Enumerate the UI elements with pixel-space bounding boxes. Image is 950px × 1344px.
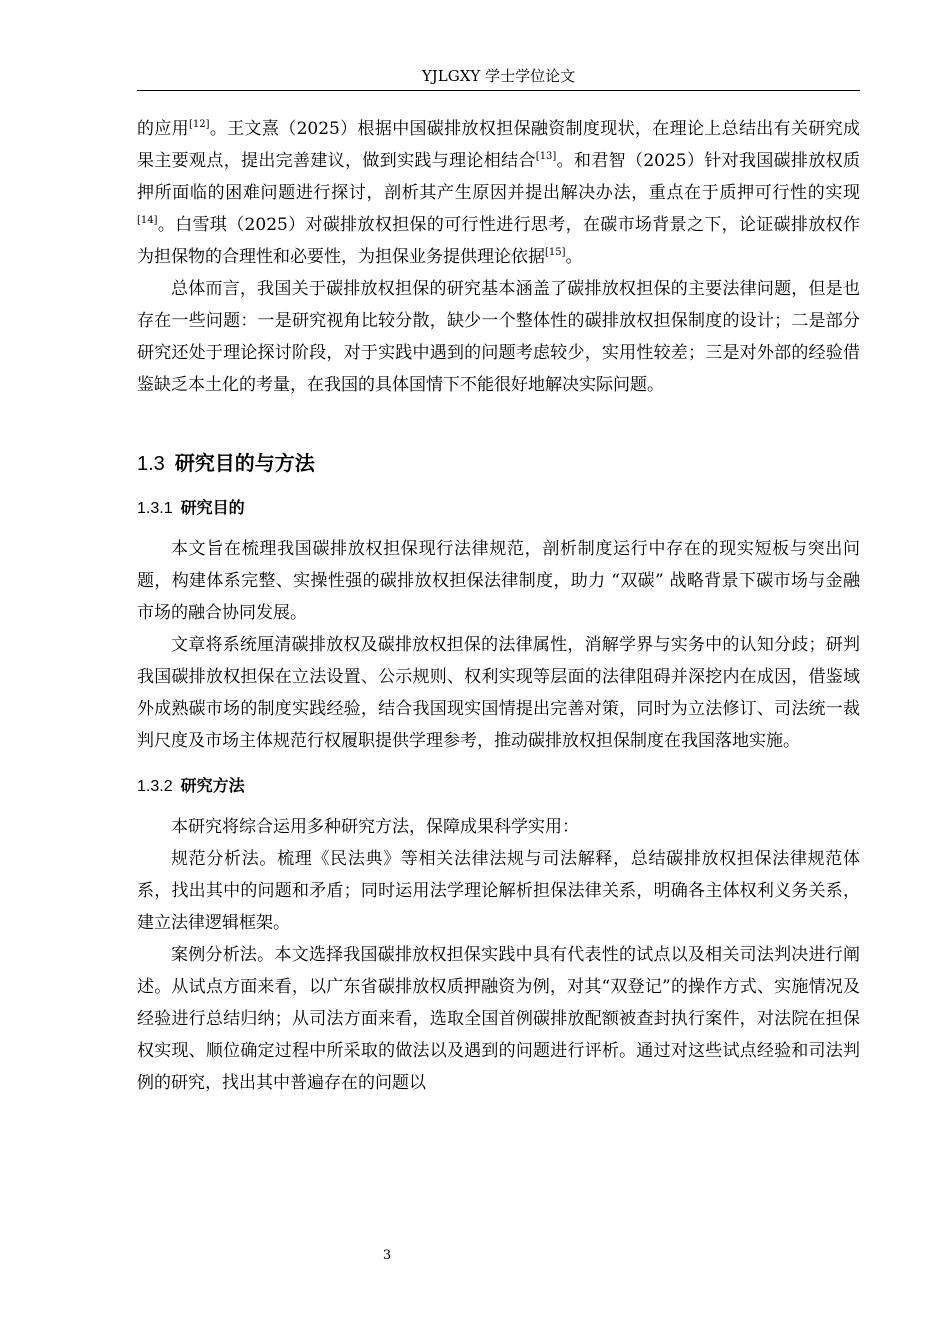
citation-12: [12]	[189, 119, 210, 130]
section-title: 研究目的与方法	[174, 451, 315, 475]
paragraph-purpose-2: 文章将系统厘清碳排放权及碳排放权担保的法律属性，消解学界与实务中的认知分歧；研判我国碳排放权担保在立法设置、公示规则、权利实现等层面的法律阻碍并深挖内在成因，借鉴域外成熟碳市场的制度实践经验，结合我国现实国情提出完善对策，同时为立法修订、司法统一裁判尺度及市场主体规范行权履职提供学理参考，推动碳排放权担保制度在我国落地实施。	[137, 635, 860, 751]
citation-13: [13]	[535, 151, 557, 162]
paragraph-literature-review	[137, 113, 860, 273]
subsection-heading-1-3-1	[137, 493, 860, 523]
subsection-title: 研究目的	[180, 498, 245, 517]
text-run: 的应用	[137, 119, 190, 139]
body-content	[137, 113, 860, 1099]
text-run: 。白雪琪（2025）对碳排放权担保的可行性进行思考，在碳市场背景之下，论证碳排放权作为担保物的合理性和必要性，为担保业务提供理论依据	[137, 215, 860, 267]
paragraph-purpose-1: 本文旨在梳理我国碳排放权担保现行法律规范，剖析制度运行中存在的现实短板与突出问题，构建体系完整、实操性强的碳排放权担保法律制度，助力 “双碳” 战略背景下碳市场与金融市场的融合协同发展。	[137, 539, 860, 623]
running-header: YJLGXY 学士学位论文	[421, 67, 576, 85]
paragraph-case-analysis: 案例分析法。本文选择我国碳排放权担保实践中具有代表性的试点以及相关司法判决进行阐述。从试点方面来看，以广东省碳排放权质押融资为例，对其“双登记”的操作方式、实施情况及经验进行总结归纳；从司法方面来看，选取全国首例碳排放配额被查封执行案件，对法院在担保权实现、顺位确定过程中所采取的做法以及遇到的问题进行评析。通过对这些试点经验和司法判例的研究，找出其中普遍存在的问题以	[137, 945, 860, 1093]
citation-14: [14]	[137, 215, 158, 226]
subsection-heading-1-3-2	[137, 771, 860, 801]
header-rule	[137, 90, 860, 91]
citation-15: [15]	[545, 247, 566, 258]
paragraph-summary: 总体而言，我国关于碳排放权担保的研究基本涵盖了碳排放权担保的主要法律问题，但是也存在一些问题：一是研究视角比较分散，缺少一个整体性的碳排放权担保制度的设计；二是部分研究还处于理论探讨阶段，对于实践中遇到的问题考虑较少，实用性较差；三是对外部的经验借鉴缺乏本土化的考量，在我国的具体国情下不能很好地解决实际问题。	[137, 279, 860, 395]
subsection-number: 1.3.2	[137, 778, 173, 795]
text-run: 。王文熹（2025）根据中国碳排放权担保融资制度现状，在理论上总结出有关研究成果主要观点，提出完善建议，做到实践与理论相结合	[137, 119, 860, 171]
text-run: 。	[565, 247, 583, 267]
paragraph-methods-intro: 本研究将综合运用多种研究方法，保障成果科学实用：	[171, 817, 579, 837]
text-run: 。和君智（2025）针对我国碳排放权质押所面临的困难问题进行探讨，剖析其产生原因并提出解决办法，重点在于质押可行性的实现	[137, 151, 861, 203]
subsection-number: 1.3.1	[137, 500, 173, 517]
section-heading-1-3	[137, 447, 860, 479]
page-number: 3	[382, 1248, 392, 1263]
subsection-title: 研究方法	[180, 776, 245, 795]
paragraph-normative-analysis: 规范分析法。梳理《民法典》等相关法律法规与司法解释，总结碳排放权担保法律规范体系，找出其中的问题和矛盾；同时运用法学理论解析担保法律关系，明确各主体权利义务关系，建立法律逻辑框架。	[137, 849, 860, 933]
section-number: 1.3	[137, 453, 165, 475]
